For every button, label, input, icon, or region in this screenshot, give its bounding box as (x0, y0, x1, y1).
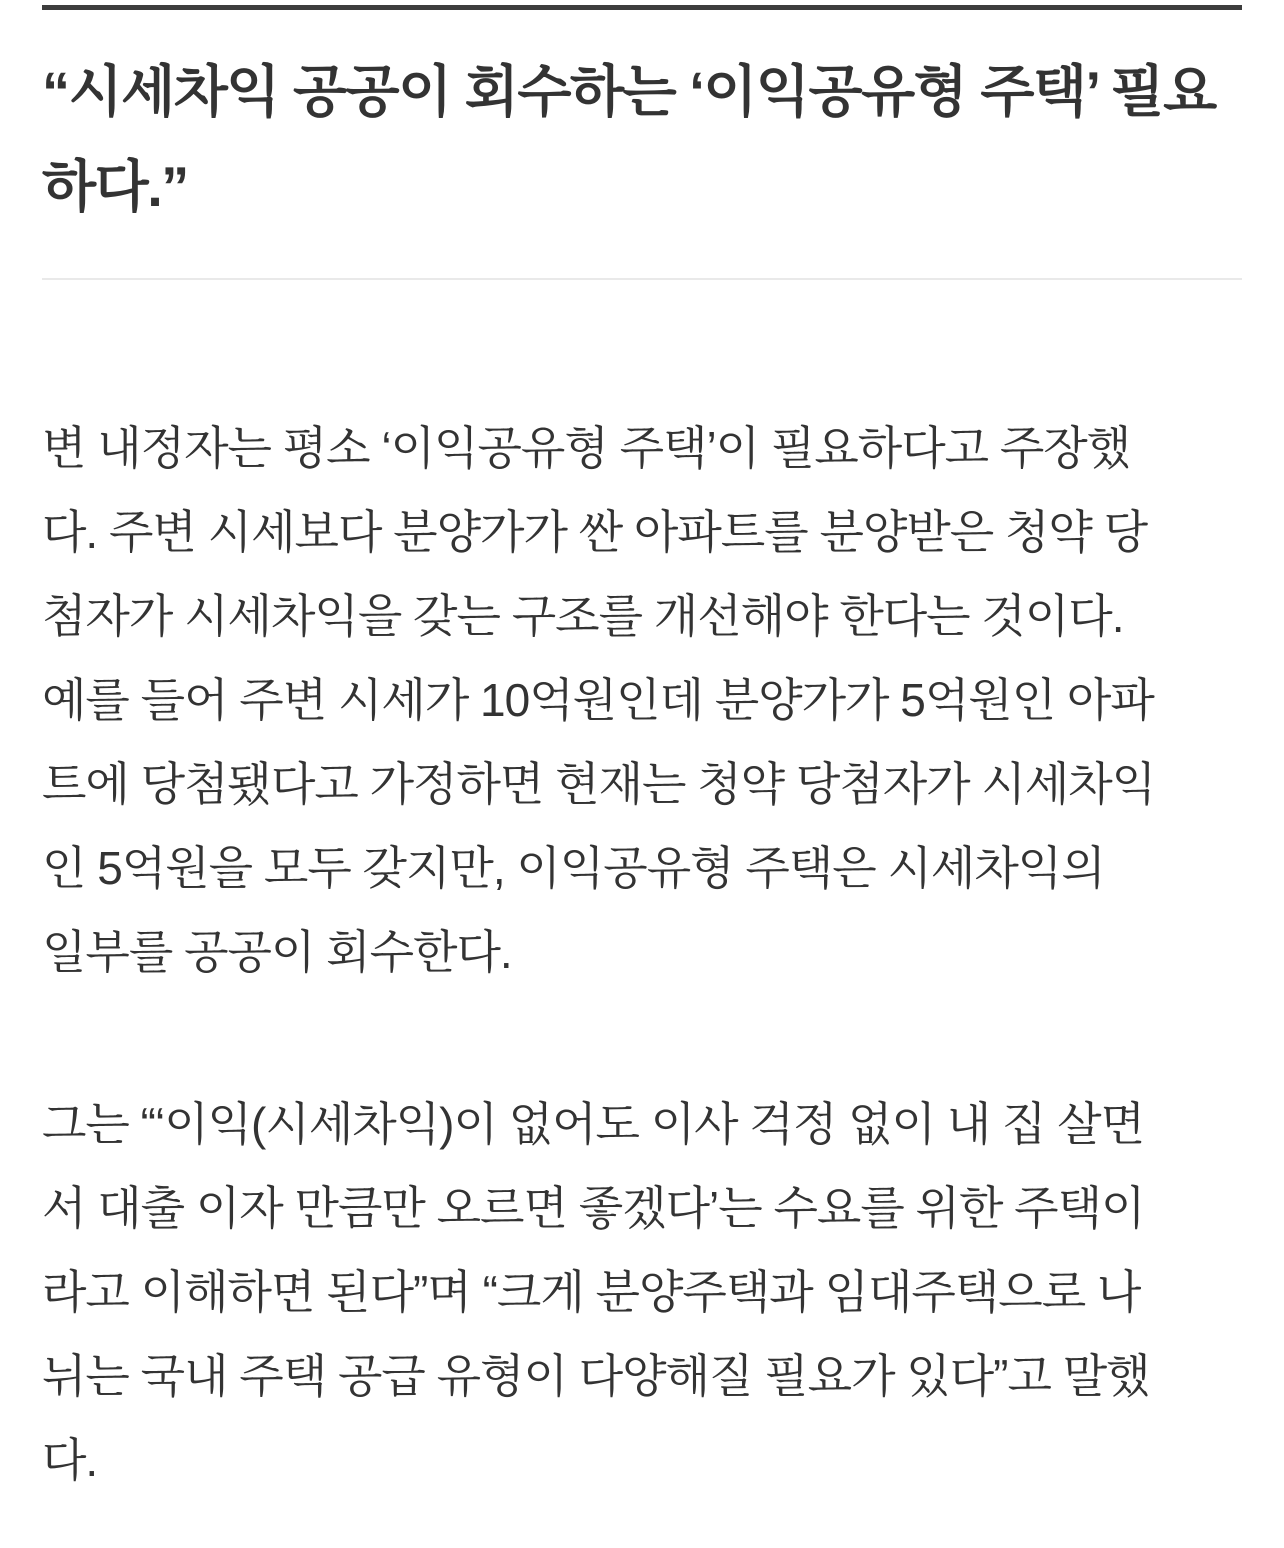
paragraph-line: 서 대출 이자 만큼만 오르면 좋겠다’는 수요를 위한 주택이 (42, 1182, 1145, 1234)
paragraph-line: 인 5억원을 모두 갖지만, 이익공유형 주택은 시세차익의 (42, 842, 1105, 894)
headline-line: 하다.” (42, 155, 188, 218)
article-paragraph (42, 406, 1242, 994)
section-divider (42, 278, 1242, 280)
paragraph-line: 다. (42, 1434, 98, 1486)
paragraph-line: 트에 당첨됐다고 가정하면 현재는 청약 당첨자가 시세차익 (42, 758, 1156, 810)
top-divider-bar (42, 5, 1242, 10)
paragraph-line: 변 내정자는 평소 ‘이익공유형 주택’이 필요하다고 주장했 (42, 422, 1131, 474)
paragraph-line: 다. 주변 시세보다 분양가가 싼 아파트를 분양받은 청약 당 (42, 506, 1148, 558)
paragraph-line: 일부를 공공이 회수한다. (42, 926, 512, 978)
paragraph-line: 뉘는 국내 주택 공급 유형이 다양해질 필요가 있다”고 말했 (42, 1350, 1150, 1402)
article-paragraph (42, 1082, 1242, 1502)
article-headline (42, 44, 1242, 234)
paragraph-line: 첨자가 시세차익을 갖는 구조를 개선해야 한다는 것이다. (42, 590, 1124, 642)
paragraph-line: 그는 “‘이익(시세차익)이 없어도 이사 걱정 없이 내 집 살면 (42, 1098, 1145, 1150)
paragraph-line: 예를 들어 주변 시세가 10억원인데 분양가가 5억원인 아파 (42, 674, 1154, 726)
paragraph-line: 라고 이해하면 된다”며 “크게 분양주택과 임대주택으로 나 (42, 1266, 1141, 1318)
article-page (0, 5, 1284, 1502)
headline-line: “시세차익 공공이 회수하는 ‘이익공유형 주택’ 필요 (42, 60, 1216, 123)
